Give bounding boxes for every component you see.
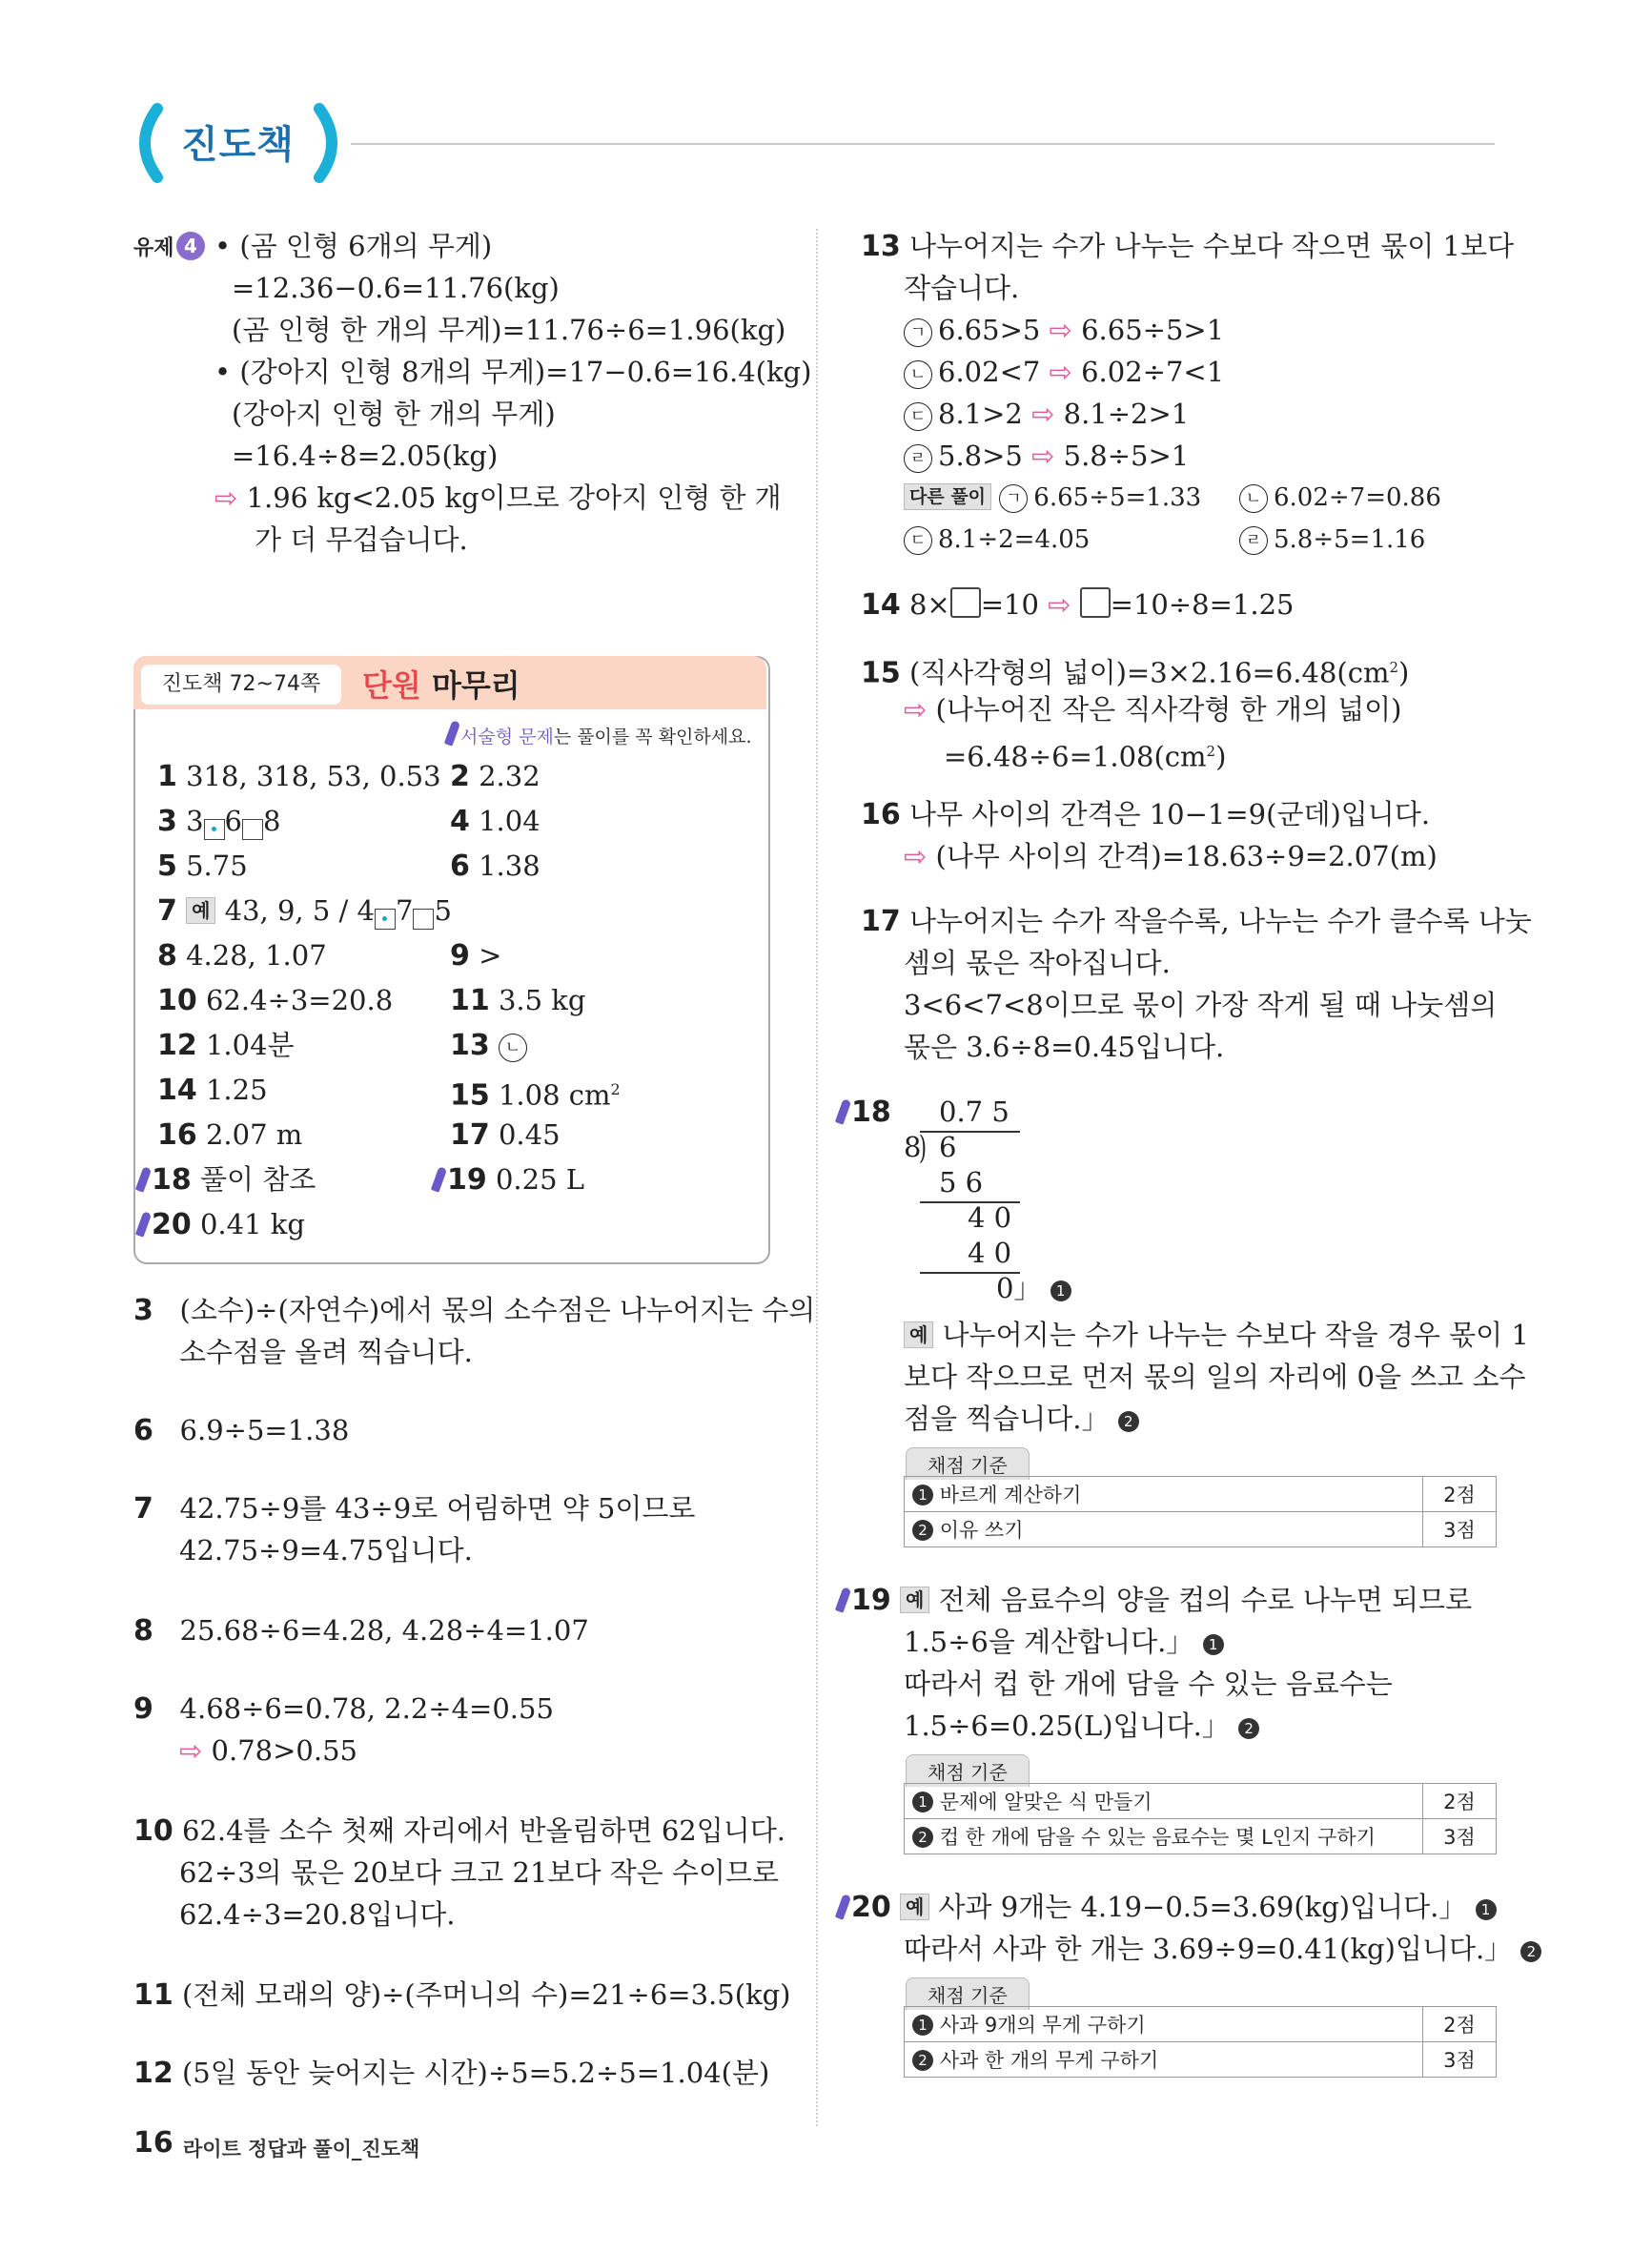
problem-number: 4 [450, 805, 470, 838]
step-marker-icon: 2 [912, 1827, 933, 1848]
step-marker-icon: 1 [912, 1485, 933, 1505]
step-marker-icon: 2 [1118, 1411, 1139, 1432]
text: 6.65>5 [938, 314, 1041, 346]
text: 5.8÷5>1 [1063, 440, 1190, 472]
text: (전체 모래의 양)÷(주머니의 수)=21÷6=3.5(kg) [181, 1978, 791, 2011]
solution-13-item [904, 309, 1224, 351]
korean-circle-icon: ㄷ [904, 526, 932, 555]
solution-12 [133, 2052, 769, 2095]
problem-number: 10 [133, 1814, 173, 1848]
table-cell [905, 1819, 1423, 1854]
table-cell: 2점 [1423, 1477, 1497, 1512]
korean-circle-icon: ㄱ [999, 484, 1028, 513]
answer-9 [450, 934, 501, 977]
text: 6.65÷5>1 [1081, 314, 1225, 346]
text: 5 [434, 894, 452, 927]
solution-15: 15 (직사각형의 넓이)$=3\times 2.16=6.48(cm^2)$ [861, 656, 1410, 690]
solution-9 [133, 1688, 554, 1731]
answer-14 [157, 1069, 268, 1112]
problem-number: 11 [450, 984, 490, 1017]
text: (소수)÷(자연수)에서 몫의 소수점은 나누어지는 수의 [179, 1294, 816, 1326]
problem-number: 6 [450, 850, 470, 883]
problem-number: 17 [450, 1118, 490, 1152]
step-marker-icon: 1 [1476, 1899, 1497, 1920]
problem-number: 17 [861, 905, 901, 938]
text: 8.1>2 [938, 398, 1023, 430]
solution-13-other [1239, 477, 1441, 519]
step-marker-icon: 2 [1520, 1941, 1541, 1962]
division-remainder [996, 1267, 1071, 1309]
yuje-number: 4 [176, 232, 205, 260]
division-bracket: ) [919, 1129, 927, 1167]
text: 1.04분 [205, 1029, 295, 1061]
solution-14 [861, 584, 1295, 626]
text: > [479, 939, 502, 972]
solution-13-other [904, 477, 1201, 519]
text: 5.8÷5=1.16 [1274, 525, 1426, 554]
solution-line: 작습니다. [904, 272, 1020, 304]
text: 단원 [362, 667, 421, 704]
answer-1 [157, 755, 441, 798]
text: 0 [996, 1272, 1014, 1304]
yuje-line: =16.4÷8=2.05(kg) [232, 440, 499, 472]
text: (5일 동안 늦어지는 시간)÷5=5.2÷5=1.04(분) [181, 2057, 770, 2089]
problem-number: 14 [861, 588, 901, 622]
solution-13-item [904, 393, 1189, 435]
column-divider [816, 229, 818, 2126]
page-number: 16 [133, 2126, 173, 2160]
table-row [905, 1819, 1497, 1854]
solution-13-item [904, 435, 1189, 477]
yuje-line: 가 더 무겁습니다. [255, 523, 468, 556]
problem-number: 3 [157, 805, 177, 838]
header-rule [351, 143, 1495, 145]
problem-number: 8 [133, 1614, 153, 1648]
text: 6 [224, 805, 242, 837]
table-cell: 2점 [1423, 2007, 1497, 2042]
division-bar [920, 1131, 1020, 1133]
text: (직사각형의 넓이)=3×2.16=6.48(cm [908, 656, 1390, 689]
answer-2 [450, 755, 540, 798]
text: 7 [395, 894, 414, 927]
solution-17 [861, 900, 1532, 943]
yuje-line: (곰 인형 한 개의 무게)=11.76÷6=1.96(kg) [232, 314, 786, 346]
answer-16 [157, 1114, 302, 1157]
text: 8.1÷2=4.05 [938, 525, 1091, 554]
pencil-icon [835, 1894, 851, 1920]
text: (나무 사이의 간격)=18.63÷9=2.07(m) [935, 840, 1438, 872]
answer-20 [139, 1203, 305, 1246]
text: 6.02÷7<1 [1081, 356, 1225, 388]
text: 6.65÷5=1.33 [1033, 483, 1202, 512]
arrow-icon: ⇨ [214, 481, 238, 514]
pencil-icon [835, 1098, 851, 1125]
problem-number: 6 [133, 1414, 153, 1447]
text: 는 풀이를 꼭 확인하세요. [553, 727, 752, 748]
text: 8 [263, 805, 281, 837]
grading-table [904, 1476, 1497, 1547]
text: =10÷8=1.25 [1110, 588, 1295, 621]
text: 6.9÷5=1.38 [179, 1414, 350, 1446]
text: 25.68÷6=4.28, 4.28÷4=1.07 [179, 1614, 589, 1647]
table-cell [905, 1477, 1423, 1512]
problem-number: 3 [133, 1294, 153, 1327]
text: 43, 9, 5 / 4 [224, 894, 375, 927]
problem-number: 19 [447, 1163, 487, 1197]
korean-circle-icon: ㄴ [904, 360, 932, 389]
example-badge: 예 [900, 1587, 929, 1613]
text: 나무 사이의 간격은 10−1=9(군데)입니다. [908, 798, 1431, 830]
text: 3.5 kg [498, 984, 586, 1016]
solution-8 [133, 1609, 589, 1652]
problem-number: 20 [851, 1891, 891, 1924]
solution-line: 소수점을 올려 찍습니다. [179, 1336, 473, 1368]
text: 바르게 계산하기 [939, 1484, 1082, 1506]
problem-number: 5 [157, 850, 177, 883]
solution-line: 42.75÷9=4.75입니다. [179, 1534, 473, 1567]
text: 마무리 [431, 667, 520, 704]
problem-number: 12 [157, 1029, 197, 1062]
answer-15: 15 1.08 $cm^2$ [450, 1078, 621, 1113]
problem-number: 13 [861, 230, 901, 263]
empty-box-icon [950, 587, 981, 618]
problem-number: 16 [157, 1118, 197, 1152]
answer-4 [450, 800, 540, 843]
arrow-icon: ⇨ [179, 1734, 203, 1767]
korean-circle-icon: ㄹ [904, 444, 932, 473]
yuje-line: • (곰 인형 6개의 무게) [214, 230, 493, 262]
problem-number: 8 [157, 939, 177, 973]
text: 0.25 L [495, 1163, 585, 1196]
step-marker-icon: 2 [1238, 1718, 1259, 1739]
arrow-icon: ⇨ [1048, 588, 1071, 621]
solution-line: 62.4÷3=20.8입니다. [179, 1898, 456, 1931]
text: 0.78>0.55 [211, 1734, 357, 1767]
answer-7 [157, 890, 452, 932]
grading-table [904, 2006, 1497, 2078]
problem-number: 7 [133, 1492, 153, 1526]
answer-18 [139, 1158, 316, 1201]
text: 사과 9개의 무게 구하기 [939, 2014, 1146, 2037]
text: (나누어진 작은 직사각형 한 개의 넓이) [935, 693, 1402, 726]
solution-13-other [1239, 519, 1425, 561]
step-marker-icon: 2 [912, 1520, 933, 1541]
step-marker-icon: 1 [912, 2015, 933, 2036]
empty-box-icon [413, 909, 434, 930]
solution-11 [133, 1974, 790, 2017]
solution-13 [861, 225, 1514, 268]
text: 8× [908, 588, 950, 621]
solution-line [904, 1928, 1541, 1970]
korean-circle-icon: ㄱ [904, 318, 932, 347]
text: 8.1÷2>1 [1063, 398, 1190, 430]
solution-3 [133, 1289, 815, 1332]
table-cell: 2점 [1423, 1784, 1497, 1819]
yuje-line: (강아지 인형 한 개의 무게) [232, 398, 556, 430]
empty-box-icon [1080, 587, 1111, 618]
table-cell [905, 1784, 1423, 1819]
answer-12 [157, 1024, 295, 1067]
solution-10 [133, 1810, 785, 1853]
division-step: 5 6 [939, 1166, 984, 1198]
problem-number: 10 [157, 984, 197, 1017]
example-badge: 예 [900, 1894, 929, 1920]
decimal-box-icon [375, 909, 396, 930]
text: 1.04 [479, 805, 540, 837]
solution-7 [133, 1487, 695, 1530]
solution-13-item [904, 351, 1224, 393]
text: 1.5÷6을 계산합니다.」 [904, 1626, 1194, 1658]
arrow-icon: ⇨ [1049, 356, 1072, 388]
table-row [905, 1512, 1497, 1547]
text: ) [1398, 656, 1410, 689]
problem-number: 16 [861, 798, 901, 831]
solution-line: 몫은 3.6÷8=0.45입니다. [904, 1031, 1225, 1063]
text: 풀이 참조 [199, 1163, 316, 1196]
solution-20 [839, 1886, 1497, 1929]
text: 점을 찍습니다.」 [904, 1403, 1110, 1435]
text: 1.5÷6=0.25(L)입니다.」 [904, 1710, 1230, 1742]
arrow-icon: ⇨ [1031, 440, 1055, 472]
grading-table [904, 1783, 1497, 1854]
unit-title [362, 662, 520, 706]
solution-16-line [904, 835, 1438, 877]
table-cell [905, 2042, 1423, 2078]
answer-17 [450, 1114, 561, 1157]
text: 5.75 [186, 850, 248, 882]
text: 컵 한 개에 담을 수 있는 음료수는 몇 L인지 구하기 [939, 1826, 1376, 1849]
answer-10 [157, 979, 393, 1022]
step-marker-icon: 1 [1050, 1280, 1071, 1301]
problem-number: 9 [450, 939, 470, 973]
text: 나누어지는 수가 나누는 수보다 작을 경우 몫이 1 [942, 1319, 1529, 1351]
solution-line: 3<6<7<8이므로 몫이 가장 작게 될 때 나눗셈의 [904, 989, 1498, 1021]
problem-number: 13 [450, 1029, 490, 1062]
solution-line [904, 1705, 1259, 1747]
step-marker-icon: 1 [1203, 1634, 1224, 1655]
text: 2.32 [479, 760, 540, 792]
table-row [905, 2042, 1497, 2078]
text: 5.8>5 [938, 440, 1023, 472]
yuje-conclusion [214, 477, 782, 519]
text: ) [1215, 740, 1227, 773]
answer-13 [450, 1024, 533, 1067]
problem-number: 18 [851, 1096, 891, 1129]
grading-tab: 채점 기준 [906, 1447, 1030, 1480]
essay-note [448, 721, 752, 748]
text: 사과 9개는 4.19−0.5=3.69(kg)입니다.」 [938, 1891, 1467, 1923]
step-marker-icon: 1 [912, 1792, 933, 1813]
problem-number: 15 [861, 656, 901, 690]
solution-15-line [904, 688, 1401, 730]
text: 6.02<7 [938, 356, 1041, 388]
text: 62.4를 소수 첫째 자리에서 반올림하면 62입니다. [181, 1814, 785, 1847]
text: 6.02÷7=0.86 [1274, 483, 1441, 512]
table-cell [905, 2007, 1423, 2042]
text: 1.08 cm [498, 1078, 611, 1112]
answer-8 [157, 934, 327, 977]
text: 2.07 m [205, 1118, 303, 1151]
text: =6.48÷6=1.08(cm [944, 740, 1207, 773]
text: 1.38 [479, 850, 540, 882]
korean-circle-icon: ㄴ [1239, 484, 1268, 513]
problem-number: 2 [450, 760, 470, 793]
yuje-line: • (강아지 인형 8개의 무게)=17−0.6=16.4(kg) [214, 356, 812, 388]
answer-6 [450, 845, 540, 888]
problem-number: 20 [152, 1208, 192, 1241]
arrow-icon: ⇨ [904, 840, 928, 872]
solution-line [904, 1398, 1139, 1440]
table-row [905, 2007, 1497, 2042]
arrow-icon: ⇨ [1031, 398, 1055, 430]
solution-16 [861, 793, 1430, 836]
text: 3 [186, 805, 204, 837]
problem-number: 15 [450, 1078, 490, 1113]
header-title: 진도책 [181, 123, 295, 167]
table-row [905, 1784, 1497, 1819]
text: 」 [1013, 1272, 1042, 1304]
text: 1.96 kg<2.05 kg이므로 강아지 인형 한 개 [246, 481, 782, 514]
problem-number: 19 [851, 1584, 891, 1617]
problem-number: 12 [133, 2057, 173, 2090]
decimal-box-icon [204, 819, 225, 840]
problem-number: 9 [133, 1692, 153, 1726]
answer-11 [450, 979, 585, 1022]
table-cell: 3점 [1423, 2042, 1497, 2078]
solution-line: 보다 작으므로 먼저 몫의 일의 자리에 0을 쓰고 소수 [904, 1361, 1526, 1393]
arrow-icon: ⇨ [1049, 314, 1072, 346]
text: 318, 318, 53, 0.53 [186, 760, 441, 792]
solution-line: 셈의 몫은 작아집니다. [904, 947, 1171, 979]
solution-19 [839, 1579, 1472, 1622]
korean-circle-icon: ㄹ [1239, 526, 1268, 555]
solution-line: 따라서 컵 한 개에 담을 수 있는 음료수는 [904, 1668, 1393, 1700]
problem-number: 1 [157, 760, 177, 793]
text: 서술형 문제 [460, 727, 554, 748]
text: 따라서 사과 한 개는 3.69÷9=0.41(kg)입니다.」 [904, 1933, 1513, 1965]
table-cell: 3점 [1423, 1819, 1497, 1854]
text: 0.41 kg [199, 1208, 305, 1240]
problem-number: 14 [157, 1074, 197, 1107]
korean-circle-icon: ㄷ [904, 402, 932, 431]
dividend: 6 [939, 1131, 957, 1163]
footer-title: 라이트 정답과 풀이_진도책 [183, 2138, 420, 2161]
divisor: 8 [904, 1131, 922, 1163]
table-row [905, 1477, 1497, 1512]
text: 42.75÷9를 43÷9로 어림하면 약 5이므로 [179, 1492, 696, 1525]
solution-18-number [839, 1091, 891, 1134]
pencil-icon [835, 1587, 851, 1613]
unit-pages: 진도책 72~74쪽 [141, 665, 341, 705]
text: 이유 쓰기 [939, 1519, 1024, 1542]
text: 사과 한 개의 무게 구하기 [939, 2049, 1159, 2072]
example-badge: 예 [904, 1321, 933, 1348]
problem-number: 18 [152, 1163, 192, 1197]
solution-line: 62÷3의 몫은 20보다 크고 21보다 작은 수이므로 [179, 1856, 779, 1889]
yuje-label: 유제 [133, 236, 174, 260]
text: 전체 음료수의 양을 컵의 수로 나누면 되므로 [938, 1584, 1473, 1616]
empty-box-icon [242, 819, 263, 840]
text: 62.4÷3=20.8 [205, 984, 394, 1016]
problem-number: 7 [157, 894, 177, 928]
solution-15-line: $=6.48\div 6=1.08(cm^2)$ [944, 740, 1227, 773]
table-cell [905, 1512, 1423, 1547]
solution-18-reason [904, 1314, 1529, 1356]
division-step: 4 0 [968, 1201, 1012, 1234]
text: 문제에 알맞은 식 만들기 [939, 1791, 1152, 1813]
arrow-icon: ⇨ [904, 693, 928, 726]
text: 1.25 [205, 1074, 268, 1106]
division-step: 4 0 [968, 1237, 1012, 1269]
yuje-line: =12.36−0.6=11.76(kg) [232, 272, 560, 304]
solution-line [904, 1621, 1224, 1663]
grading-tab: 채점 기준 [906, 1977, 1030, 2010]
text: 4.28, 1.07 [186, 939, 327, 972]
step-marker-icon: 2 [912, 2050, 933, 2071]
grading-tab: 채점 기준 [906, 1754, 1030, 1787]
quotient: 0.7 5 [939, 1096, 1010, 1128]
solution-6 [133, 1409, 349, 1452]
table-cell: 3점 [1423, 1512, 1497, 1547]
korean-circle-icon: ㄴ [499, 1034, 527, 1062]
text: 나누어지는 수가 작을수록, 나누는 수가 클수록 나눗 [908, 905, 1532, 937]
text: 0.45 [498, 1118, 561, 1151]
answer-5 [157, 845, 248, 888]
other-solution-badge: 다른 풀이 [904, 483, 991, 510]
solution-13-other [904, 519, 1090, 561]
text: 4.68÷6=0.78, 2.2÷4=0.55 [179, 1692, 554, 1725]
answer-19 [435, 1158, 584, 1201]
answer-3 [157, 800, 280, 843]
example-badge: 예 [186, 897, 215, 924]
text: =10 [980, 588, 1039, 621]
solution-9-conclusion [179, 1730, 357, 1772]
problem-number: 11 [133, 1978, 173, 2012]
text: 나누어지는 수가 나누는 수보다 작으면 몫이 1보다 [908, 230, 1515, 262]
